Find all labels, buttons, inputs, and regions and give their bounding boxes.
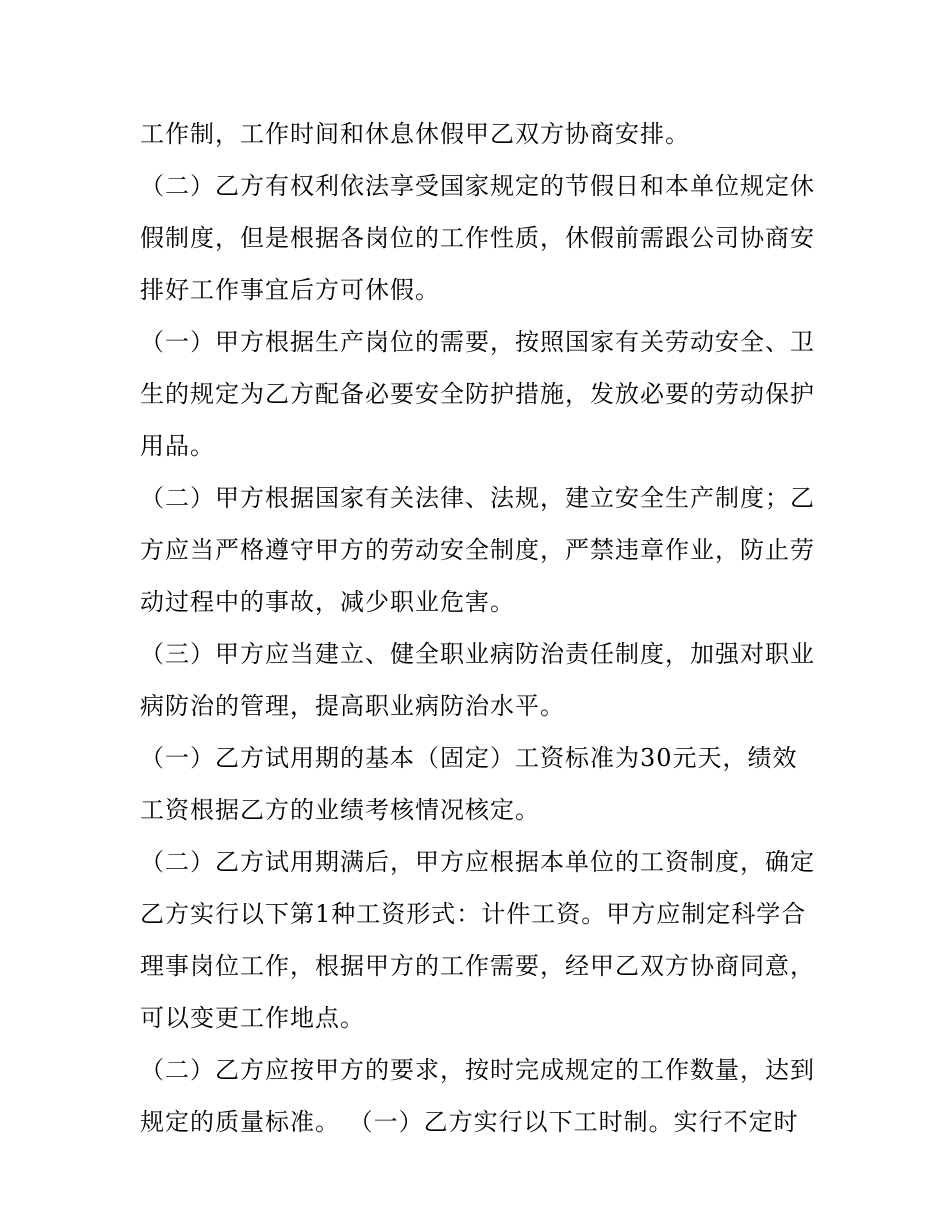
text-line: （二）乙方试用期满后，甲方应根据本单位的工资制度，确定: [140, 848, 815, 876]
text-line: 用品。: [140, 432, 215, 460]
text-line: （一）甲方根据生产岗位的需要，按照国家有关劳动安全、卫: [140, 328, 815, 356]
text-line: 假制度，但是根据各岗位的工作性质，休假前需跟公司协商安: [140, 224, 815, 252]
text-line: 生的规定为乙方配备必要安全防护措施，发放必要的劳动保护: [140, 380, 815, 408]
text-line: （一）乙方试用期的基本（固定）工资标准为30元天，绩效: [140, 744, 798, 772]
text-line: （二）甲方根据国家有关法律、法规，建立安全生产制度；乙: [140, 484, 815, 512]
text-line: （二）乙方应按甲方的要求，按时完成规定的工作数量，达到: [140, 1056, 815, 1084]
text-line: （三）甲方应当建立、健全职业病防治责任制度，加强对职业: [140, 640, 815, 668]
text-line: 可以变更工作地点。: [140, 1004, 365, 1032]
text-line: 工作制，工作时间和休息休假甲乙双方协商安排。: [140, 120, 690, 148]
text-line: 工资根据乙方的业绩考核情况核定。: [140, 796, 540, 824]
document-body: [140, 108, 820, 1148]
text-line: 乙方实行以下第1种工资形式：计件工资。甲方应制定科学合: [140, 900, 807, 928]
text-line: （二）乙方有权利依法享受国家规定的节假日和本单位规定休: [140, 172, 815, 200]
text-line: 理事岗位工作，根据甲方的工作需要，经甲乙双方协商同意，: [140, 952, 815, 980]
text-line: 规定的质量标准。 （一）乙方实行以下工时制。实行不定时: [140, 1108, 799, 1136]
text-line: 方应当严格遵守甲方的劳动安全制度，严禁违章作业，防止劳: [140, 536, 815, 564]
text-line: 动过程中的事故，减少职业危害。: [140, 588, 515, 616]
text-line: 病防治的管理，提高职业病防治水平。: [140, 692, 565, 720]
text-line: 排好工作事宜后方可休假。: [140, 276, 440, 304]
